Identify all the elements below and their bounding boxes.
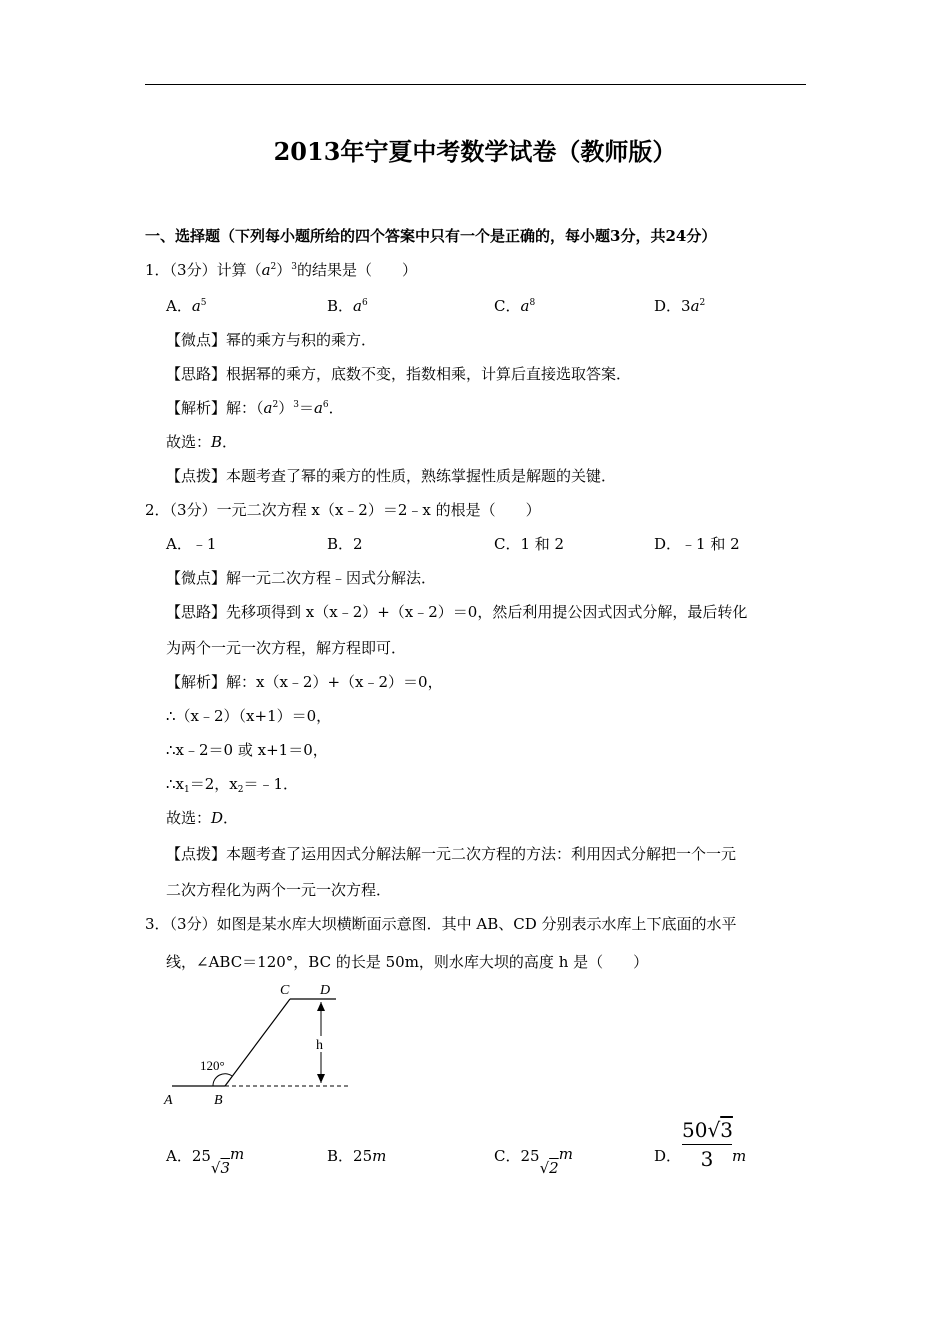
section-heading: 一、选择题（下列每小题所给的四个答案中只有一个是正确的，每小题3分，共24分）	[145, 227, 717, 245]
fraction-numerator: 50√3	[682, 1118, 732, 1145]
dam-cross-section-diagram	[162, 978, 362, 1108]
q3-option-d-fraction	[682, 1118, 732, 1171]
q1-jiexi: 【解析】解：$(a^2)^3=a^6$．	[166, 399, 344, 417]
q2-weidian: 【微点】解一元二次方程﹣因式分解法．	[166, 569, 437, 587]
label-a: A	[164, 1093, 173, 1108]
question-3-stem-line1: 3．（3分）如图是某水库大坝横断面示意图．其中 AB、CD 分别表示水库上下底面的水平	[145, 915, 737, 933]
q2-step2: ∴x﹣2＝0 或 x+1＝0，	[166, 741, 328, 759]
q2-option-d: D．﹣1 和 2	[654, 535, 740, 553]
sqrt-2: √2	[539, 1159, 559, 1177]
arrow-head-up	[317, 1002, 325, 1011]
q2-option-b: B．2	[327, 535, 363, 553]
q1-dianbo: 【点拨】本题考查了幂的乘方的性质，熟练掌握性质是解题的关键．	[166, 467, 617, 485]
label-h: h	[316, 1038, 323, 1053]
q2-silu-line1: 【思路】先移项得到 x（x﹣2）+（x﹣2）＝0，然后利用提公因式因式分解，最后转化	[166, 603, 748, 621]
q1-option-d: D．$3a^2$	[654, 297, 706, 315]
q3-option-b: B．25m	[327, 1147, 387, 1165]
label-d: D	[320, 983, 331, 998]
q2-step3: $\therefore x_1=2$，$x_2=﹣1$．	[166, 775, 299, 795]
line-bc	[225, 999, 290, 1086]
q1-answer: 故选：B．	[166, 433, 238, 451]
label-b: B	[214, 1093, 223, 1108]
q1-option-c: C．$a^8$	[494, 297, 536, 315]
q2-jiexi: 【解析】解：x（x﹣2）+（x﹣2）＝0，	[166, 673, 443, 691]
sqrt-sign-icon: √	[707, 1118, 721, 1142]
q2-silu-line2: 为两个一元一次方程，解方程即可．	[166, 639, 407, 657]
q3-option-d-unit: m	[732, 1147, 747, 1165]
arrow-head-down	[317, 1074, 325, 1083]
q3-option-a: A．25√3m	[166, 1145, 245, 1177]
fraction-denominator: 3	[700, 1147, 714, 1171]
sqrt-sign-icon: √	[539, 1159, 550, 1177]
q3-option-c: C．25√2m	[494, 1145, 573, 1177]
q3-option-d-label: D．	[654, 1147, 682, 1165]
sqrt-3: √3	[210, 1159, 231, 1177]
question-2-stem: 2．（3分）一元二次方程 x（x﹣2）＝2﹣x 的根是（ ）	[145, 501, 541, 519]
q2-option-c: C．1 和 2	[494, 535, 565, 553]
q1-silu: 【思路】根据幂的乘方，底数不变，指数相乘，计算后直接选取答案．	[166, 365, 632, 383]
label-c: C	[280, 983, 290, 998]
header-rule	[145, 84, 806, 85]
q2-answer: 故选：D．	[166, 809, 239, 827]
q2-option-a: A．﹣1	[166, 535, 217, 553]
label-angle: 120°	[200, 1058, 225, 1073]
q1-option-a: A．$a^5$	[166, 297, 207, 315]
q1-weidian: 【微点】幂的乘方与积的乘方．	[166, 331, 377, 349]
q2-dianbo-line1: 【点拨】本题考查了运用因式分解法解一元二次方程的方法：利用因式分解把一个一元	[166, 845, 737, 863]
question-1-stem: 1．（3分）计算$(a^2)^3$的结果是（ ）	[145, 261, 418, 279]
q2-step1: ∴（x﹣2）（x+1）＝0，	[166, 707, 332, 725]
q2-dianbo-line2: 二次方程化为两个一元一次方程．	[166, 881, 392, 899]
question-3-stem-line2: 线，∠ABC＝120°，BC 的长是 50m，则水库大坝的高度 h 是（ ）	[166, 953, 649, 971]
page-title: 2013年宁夏中考数学试卷（教师版）	[273, 137, 677, 166]
q1-option-b: B．$a^6$	[327, 297, 368, 315]
sqrt-sign-icon: √	[210, 1159, 221, 1177]
